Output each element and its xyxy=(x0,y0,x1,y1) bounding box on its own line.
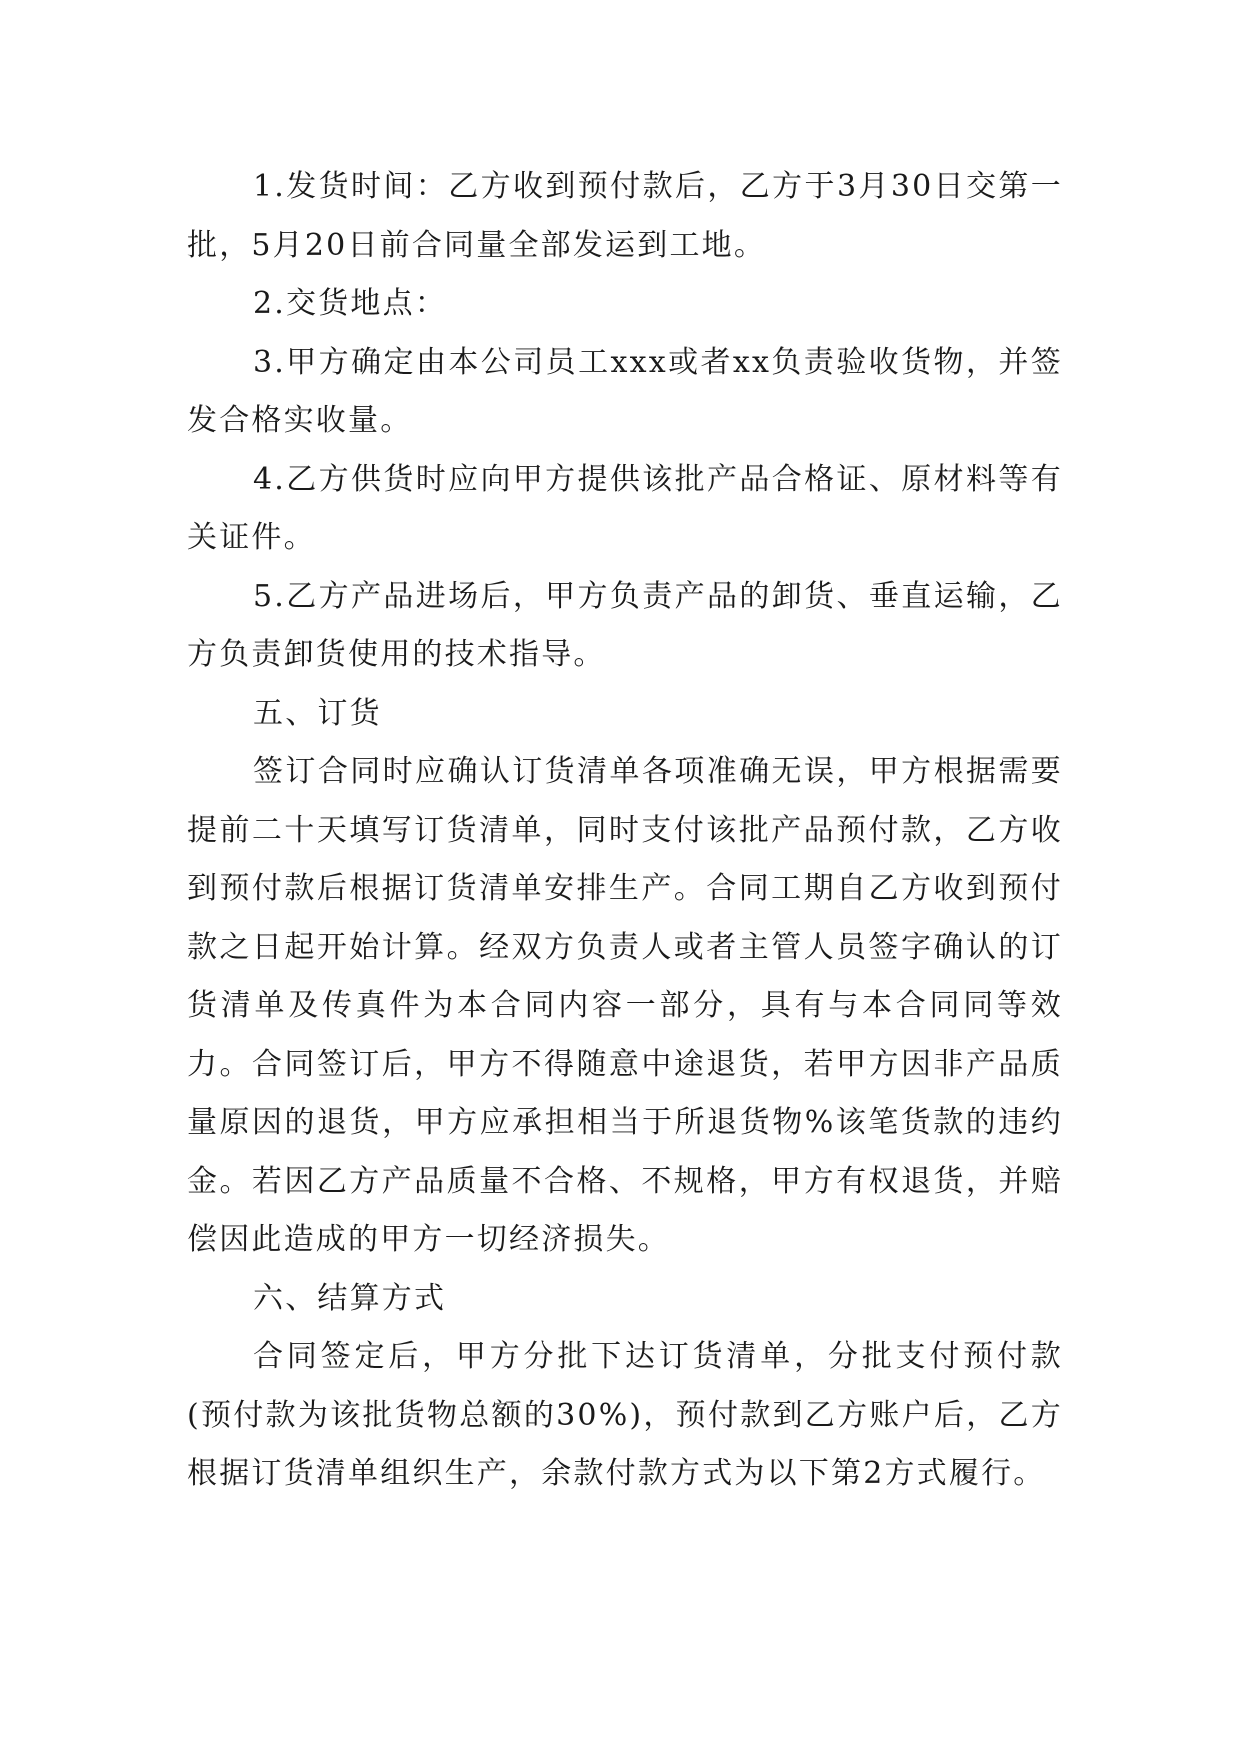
section-heading-ordering: 五、订货 xyxy=(253,695,382,731)
inspection-paragraph: 3.甲方确定由本公司员工xxx或者xx负责验收货物，并签发合格实收量。 xyxy=(187,344,1063,438)
document-body xyxy=(187,158,1063,1504)
delivery-time-paragraph: 1.发货时间：乙方收到预付款后，乙方于3月30日交第一批，5月20日前合同量全部发运到工地。 xyxy=(187,169,1063,263)
settlement-paragraph: 合同签定后，甲方分批下达订货清单，分批支付预付款(预付款为该批货物总额的30%)，预付款到乙方账户后，乙方根据订货清单组织生产，余款付款方式为以下第2方式履行。 xyxy=(187,1339,1063,1491)
unloading-paragraph: 5.乙方产品进场后，甲方负责产品的卸货、垂直运输，乙方负责卸货使用的技术指导。 xyxy=(187,578,1063,672)
ordering-paragraph: 签订合同时应确认订货清单各项准确无误，甲方根据需要提前二十天填写订货清单，同时支付该批产品预付款，乙方收到预付款后根据订货清单安排生产。合同工期自乙方收到预付款之日起开始计算。经双方负责人或者主管人员签字确认的订货清单及传真件为本合同内容一部分，具有与本合同同等效力。合同签订后，甲方不得随意中途退货，若甲方因非产品质量原因的退货，甲方应承担相当于所退货物%该笔货款的违约金。若因乙方产品质量不合格、不规格，甲方有权退货，并赔偿因此造成的甲方一切经济损失。 xyxy=(187,754,1063,1257)
certificates-paragraph: 4.乙方供货时应向甲方提供该批产品合格证、原材料等有关证件。 xyxy=(187,461,1063,555)
section-heading-settlement: 六、结算方式 xyxy=(253,1280,447,1316)
delivery-location-paragraph: 2.交货地点： xyxy=(253,286,448,321)
